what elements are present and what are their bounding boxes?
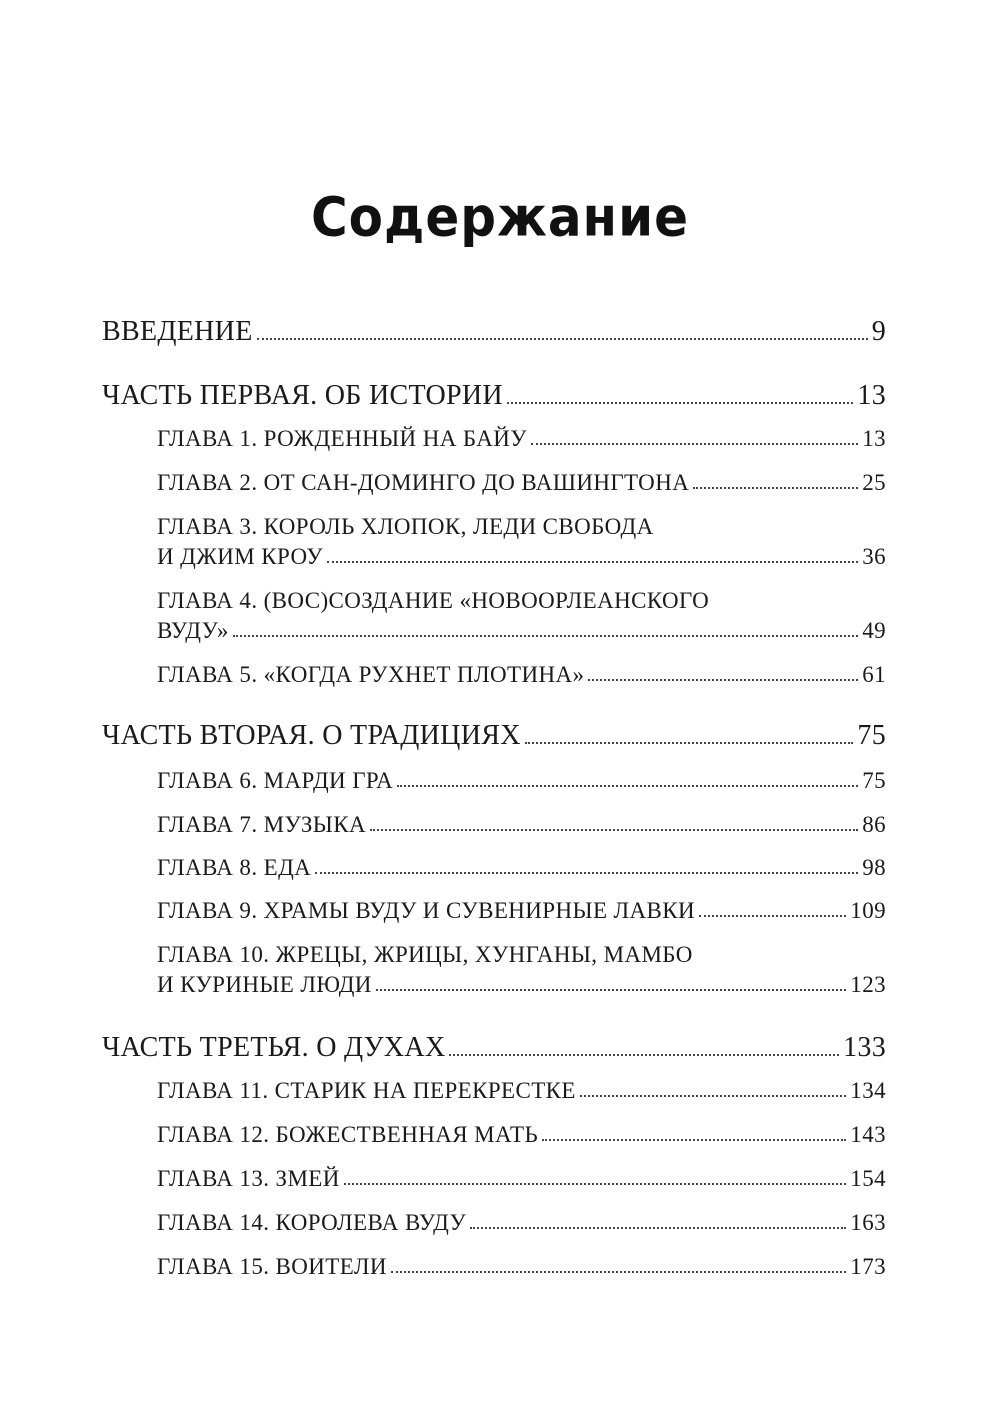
toc-chapter-label: ГЛАВА 6. МАРДИ ГРА <box>157 768 394 793</box>
dot-leader <box>370 829 858 831</box>
toc-page-number: 109 <box>850 898 886 923</box>
dot-leader <box>531 443 858 445</box>
toc-page-number: 163 <box>850 1210 886 1235</box>
toc-chapter-10-line-1[interactable]: ГЛАВА 10. ЖРЕЦЫ, ЖРИЦЫ, ХУНГАНЫ, МАМБО <box>157 942 693 967</box>
dot-leader <box>542 1139 846 1141</box>
toc-chapter-4-line-1[interactable]: ГЛАВА 4. (ВОС)СОЗДАНИЕ «НОВООРЛЕАНСКОГО <box>157 588 710 613</box>
dot-leader <box>327 561 858 563</box>
toc-page-number: 143 <box>850 1122 886 1147</box>
toc-chapter-5[interactable] <box>157 662 886 688</box>
page-title: Содержание <box>310 185 690 249</box>
toc-chapter-4[interactable] <box>157 618 886 644</box>
toc-chapter-label: ГЛАВА 14. КОРОЛЕВА ВУДУ <box>157 1210 467 1235</box>
toc-chapter-10[interactable] <box>157 972 886 998</box>
dot-leader <box>397 785 858 787</box>
toc-page-number: 49 <box>862 618 886 643</box>
toc-chapter-label: ГЛАВА 2. ОТ САН-ДОМИНГО ДО ВАШИНГТОНА <box>157 470 690 495</box>
toc-chapter-label: ГЛАВА 12. БОЖЕСТВЕННАЯ МАТЬ <box>157 1122 539 1147</box>
toc-chapter-7[interactable] <box>157 812 886 838</box>
toc-page-number: 61 <box>862 662 886 687</box>
toc-chapter-label: ГЛАВА 1. РОЖДЕННЫЙ НА БАЙУ <box>157 426 527 451</box>
dot-leader <box>449 1054 839 1056</box>
dot-leader <box>391 1271 846 1273</box>
toc-part-label: ЧАСТЬ ПЕРВАЯ. ОБ ИСТОРИИ <box>102 380 503 411</box>
toc-part-label: ЧАСТЬ ТРЕТЬЯ. О ДУХАХ <box>102 1032 446 1063</box>
dot-leader <box>376 989 846 991</box>
toc-page-number: 75 <box>862 768 886 793</box>
toc-chapter-3[interactable] <box>157 544 886 570</box>
toc-chapter-6[interactable] <box>157 768 886 794</box>
toc-chapter-label: И КУРИНЫЕ ЛЮДИ <box>157 972 372 997</box>
toc-page-number: 75 <box>857 720 886 751</box>
dot-leader <box>315 872 858 874</box>
dot-leader <box>693 487 858 489</box>
toc-chapter-1[interactable] <box>157 426 886 452</box>
toc-page-number: 98 <box>862 855 886 880</box>
toc-chapter-14[interactable] <box>157 1210 886 1236</box>
dot-leader <box>699 915 846 917</box>
toc-page-number: 173 <box>850 1254 886 1279</box>
toc-chapter-label: И ДЖИМ КРОУ <box>157 544 323 569</box>
toc-page-number: 133 <box>843 1032 886 1063</box>
toc-page-number: 134 <box>850 1078 886 1103</box>
toc-chapter-label: ГЛАВА 9. ХРАМЫ ВУДУ И СУВЕНИРНЫЕ ЛАВКИ <box>157 898 696 923</box>
dot-leader <box>344 1183 847 1185</box>
toc-chapter-label: ГЛАВА 15. ВОИТЕЛИ <box>157 1254 387 1279</box>
toc-part-label: ЧАСТЬ ВТОРАЯ. О ТРАДИЦИЯХ <box>102 720 521 751</box>
toc-chapter-label: ВУДУ» <box>157 618 229 643</box>
toc-chapter-13[interactable] <box>157 1166 886 1192</box>
toc-page-number: 123 <box>850 972 886 997</box>
dot-leader <box>525 742 854 744</box>
toc-chapter-15[interactable] <box>157 1254 886 1280</box>
dot-leader <box>470 1227 846 1229</box>
toc-part-2[interactable] <box>102 720 886 752</box>
dot-leader <box>257 338 868 340</box>
toc-chapter-label: ГЛАВА 8. ЕДА <box>157 855 312 880</box>
toc-chapter-12[interactable] <box>157 1122 886 1148</box>
dot-leader <box>588 679 858 681</box>
toc-page-number: 36 <box>862 544 886 569</box>
toc-page-number: 13 <box>862 426 886 451</box>
toc-chapter-label: ГЛАВА 5. «КОГДА РУХНЕТ ПЛОТИНА» <box>157 662 585 687</box>
toc-chapter-2[interactable] <box>157 470 886 496</box>
toc-chapter-label: ГЛАВА 11. СТАРИК НА ПЕРЕКРЕСТКЕ <box>157 1078 576 1103</box>
toc-chapter-label: ГЛАВА 7. МУЗЫКА <box>157 812 366 837</box>
toc-page-number: 154 <box>850 1166 886 1191</box>
toc-page-number: 9 <box>871 316 886 347</box>
toc-part-1[interactable] <box>102 380 886 412</box>
toc-chapter-label: ГЛАВА 13. ЗМЕЙ <box>157 1166 340 1191</box>
toc-chapter-11[interactable] <box>157 1078 886 1104</box>
dot-leader <box>580 1095 846 1097</box>
toc-entry-label: ВВЕДЕНИЕ <box>102 316 253 347</box>
toc-part-3[interactable] <box>102 1032 886 1064</box>
toc-chapter-9[interactable] <box>157 898 886 924</box>
dot-leader <box>507 402 853 404</box>
toc-chapter-3-line-1[interactable]: ГЛАВА 3. КОРОЛЬ ХЛОПОК, ЛЕДИ СВОБОДА <box>157 514 654 539</box>
dot-leader <box>233 635 858 637</box>
toc-page-number: 25 <box>862 470 886 495</box>
toc-page-number: 13 <box>857 380 886 411</box>
toc-chapter-8[interactable] <box>157 855 886 881</box>
toc-entry-intro[interactable] <box>102 316 886 348</box>
toc-page-number: 86 <box>862 812 886 837</box>
